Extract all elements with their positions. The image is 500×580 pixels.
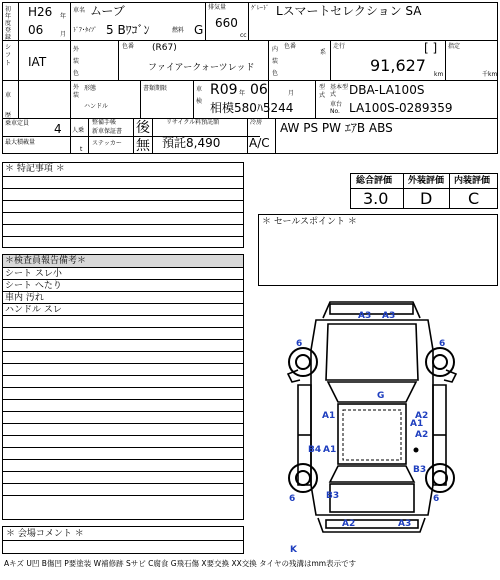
damage-mark: A3 [382,311,396,321]
interior-rating: C [468,189,480,208]
damage-mark: B4 [308,445,322,455]
displacement: 660 [215,16,238,30]
fixed-unit: 千km [482,71,498,78]
damage-legend: Aキズ U凹 B傷凹 P要塗装 W補修跡 Sサビ C腐食 G飛石傷 X要交換 XX交換 タイヤの残溝はmm表示です [4,559,357,568]
month-unit: 月 [60,31,67,38]
fixed-label: 指定 [448,43,461,50]
mileage: 91,627 [370,56,426,75]
car-name-label: 車名 [73,7,86,14]
shift: IAT [28,55,47,69]
inspector-line: シート スレ小 [3,268,243,280]
model-type-label-v: 型式 [319,84,326,99]
color-code: (R67) [152,43,177,53]
load-label: 最大積載量 [5,139,36,146]
load-unit: t [80,146,83,153]
damage-mark: A2 [342,519,356,529]
venue-comment-title: ＊ 会場コメント ＊ [6,529,84,539]
inspection-month-unit: 月 [288,90,295,97]
inspector-line: 車内 汚れ [3,292,243,304]
damage-mark: A1 [410,419,424,429]
grade-label: ｸﾞﾚｰﾄﾞ [251,5,270,12]
damage-mark: A1 [322,411,336,421]
ext-color-label: 外装色 [73,46,80,77]
warranty-label: 整備手帳 [92,119,117,126]
mileage-brackets: [ ] [424,41,438,55]
new-warranty-label: 新車保証書 [92,128,123,135]
fuel: G [194,23,204,37]
model: DBA-LA100S [349,83,425,97]
color-name: ファイアークォーツレッド [148,63,255,73]
damage-mark: 6 [439,339,446,349]
damage-mark: B3 [413,465,427,475]
frame: LA100S-0289359 [349,101,453,115]
exterior-rating-label: 外装評価 [408,176,445,186]
doc-label: 書類期限 [143,85,168,92]
door-type-label: ﾄﾞｱ･ﾀｲﾌﾟ [73,27,98,34]
interior-rating-label: 内装評価 [454,176,491,186]
cc-unit: cc [240,32,247,39]
damage-mark: 6 [433,494,440,504]
recycle-label: リサイクル料預託額 [166,119,220,126]
ac-label: 冷房 [250,119,263,126]
int-color-suffix: 系 [320,49,327,56]
damage-mark: G [377,391,385,401]
type-label: 形態 [84,85,97,92]
damage-mark: A2 [415,430,429,440]
damage-mark: A2 [415,411,429,421]
capacity-label: 乗車定員 [5,120,30,127]
special-notes-title: ＊ 特記事項 ＊ [3,163,243,177]
inspector-notes-box [2,254,244,520]
history-label: 車歴 [5,92,12,119]
total-rating: 3.0 [363,189,389,208]
door-type: 5 Bﾜｺﾞﾝ [106,23,150,37]
color-code-label: 色番 [122,43,135,50]
inspector-line: シート へたり [3,280,243,292]
displacement-label: 排気量 [208,4,227,11]
inspection-year: R09 [210,82,238,98]
ratings-box [350,173,498,209]
inspect-label: 車検 [196,86,203,105]
mileage-unit: km [434,71,444,78]
capacity: 4 [54,122,62,136]
car-damage-diagram [268,290,478,555]
first-reg-month: 06 [28,23,44,37]
model-label: 基本型式 [330,84,349,98]
ac: A/C [249,136,270,150]
sticker-label: ステッカー [92,140,122,147]
sales-point-box [258,214,498,286]
fuel-label: 燃料 [172,27,185,34]
damage-mark: A3 [398,519,412,529]
inspection-year-unit: 年 [239,90,246,97]
damage-mark: A3 [358,311,372,321]
equipment: AW PS PW ｴｱB ABS [280,121,393,135]
plate: 相模580ﾊ5244 [210,101,294,115]
grade: Lスマートセレクション SA [276,4,422,18]
inspector-line: ハンドル スレ [3,304,243,316]
inspection-month: 06 [250,82,268,98]
shift-label: シフト [5,44,12,67]
damage-mark: K [290,545,297,555]
total-rating-label: 総合評価 [356,176,393,186]
venue-comment-box [2,526,244,554]
int-color-label: 内装色 [272,46,279,77]
exterior-rating: D [420,189,433,208]
first-reg-label: 初年度登録 [5,6,12,41]
int-color-no-label: 色番 [284,43,297,50]
damage-mark: B3 [326,491,340,501]
mileage-label: 走行 [333,43,346,50]
year-unit: 年 [60,13,67,20]
none-mark: 無 [136,138,150,154]
damage-mark: 6 [289,494,296,504]
sales-point-title: ＊ セールスポイント ＊ [262,217,357,227]
car-name: ムーブ [90,4,125,18]
first-reg-year: H26 [28,5,53,19]
capacity-unit: 人乗 [72,127,85,134]
recycle: 預託8,490 [162,136,221,150]
handle-label: ハンドル [84,103,109,110]
rear-mark: 後 [136,120,150,136]
inspector-notes-title: ＊検査員報告備考＊ [3,255,243,268]
damage-mark: 6 [296,339,303,349]
damage-mark: A1 [323,445,337,455]
exterior-type-label: 外装 [73,84,80,99]
special-notes-box [2,162,244,248]
frame-label: 車台No. [330,101,343,115]
